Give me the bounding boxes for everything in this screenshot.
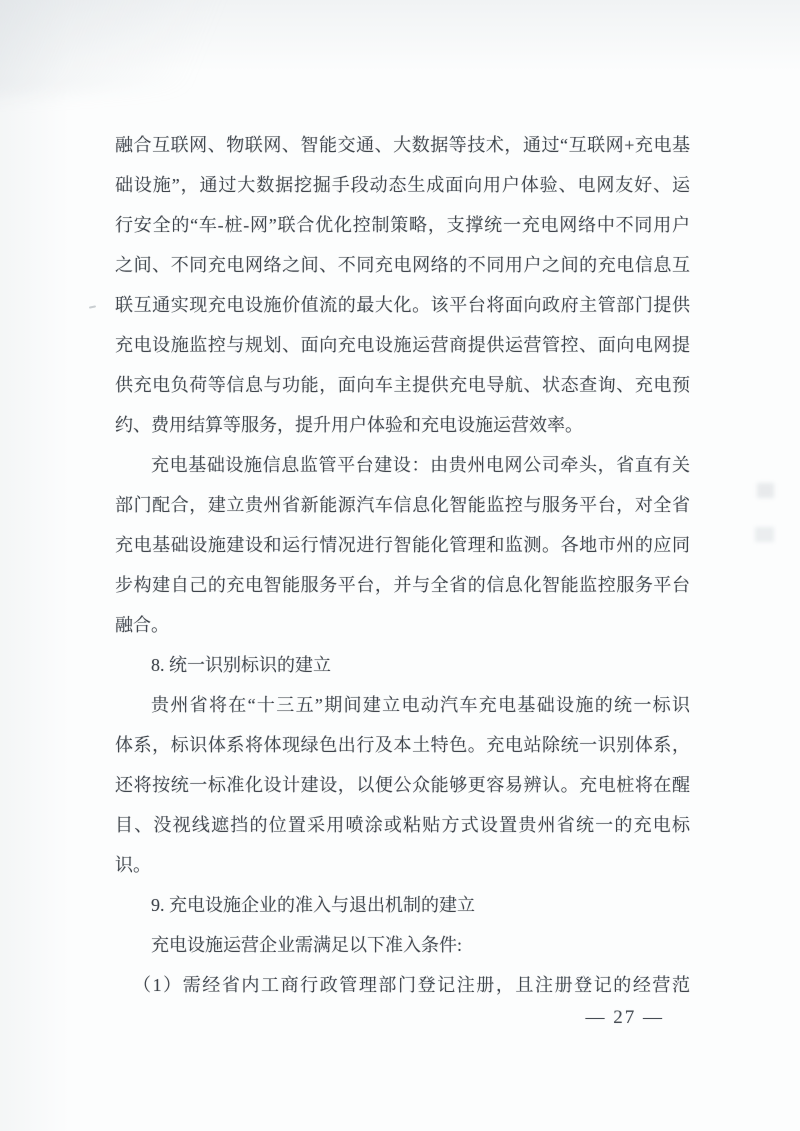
scan-shading-left [0, 0, 70, 1131]
document-body [115, 125, 690, 1005]
scan-shading-corner [0, 0, 303, 99]
text-line: 充电基础设施建设和运行情况进行智能化管理和监测。各地市州的应同 [115, 535, 690, 555]
text-line: 联互通实现充电设施价值流的最大化。该平台将面向政府主管部门提供 [115, 295, 690, 315]
scan-bleedthrough-mark [755, 527, 774, 542]
scan-shading-top [0, 0, 800, 90]
heading-line: 8. 统一识别标识的建立 [151, 655, 331, 675]
text-line: 约、费用结算等服务，提升用户体验和充电设施运营效率。 [115, 415, 583, 435]
text-line: 融合互联网、物联网、智能交通、大数据等技术，通过“互联网+充电基 [115, 135, 690, 155]
text-line: 充电基础设施信息监管平台建设：由贵州电网公司牵头，省直有关 [151, 455, 690, 475]
scan-bleedthrough-mark [757, 483, 774, 498]
text-line: （1）需经省内工商行政管理部门登记注册，且注册登记的经营范 [133, 975, 690, 995]
scan-speck [89, 305, 96, 308]
text-line: 识。 [115, 855, 151, 875]
text-line: 部门配合，建立贵州省新能源汽车信息化智能监控与服务平台，对全省 [115, 495, 690, 515]
text-line: 步构建自己的充电智能服务平台，并与全省的信息化智能监控服务平台 [115, 575, 690, 595]
text-line: 融合。 [115, 615, 169, 635]
text-line: 充电设施监控与规划、面向充电设施运营商提供运营管控、面向电网提 [115, 335, 690, 355]
text-line: 础设施”，通过大数据挖掘手段动态生成面向用户体验、电网友好、运 [115, 175, 690, 195]
text-line: 体系，标识体系将体现绿色出行及本土特色。充电站除统一识别体系， [115, 735, 690, 755]
page-number: — 27 — [585, 1007, 664, 1028]
text-line: 贵州省将在“十三五”期间建立电动汽车充电基础设施的统一标识 [151, 695, 690, 715]
text-line: 目、没视线遮挡的位置采用喷涂或粘贴方式设置贵州省统一的充电标 [115, 815, 690, 835]
text-line: 还将按统一标准化设计建设，以便公众能够更容易辨认。充电桩将在醒 [115, 775, 690, 795]
text-line: 行安全的“车-桩-网”联合优化控制策略，支撑统一充电网络中不同用户 [115, 215, 690, 235]
text-line: 充电设施运营企业需满足以下准入条件: [151, 935, 462, 955]
text-line: 供充电负荷等信息与功能，面向车主提供充电导航、状态查询、充电预 [115, 375, 690, 395]
text-line: 之间、不同充电网络之间、不同充电网络的不同用户之间的充电信息互 [115, 255, 690, 275]
heading-line: 9. 充电设施企业的准入与退出机制的建立 [151, 895, 475, 915]
